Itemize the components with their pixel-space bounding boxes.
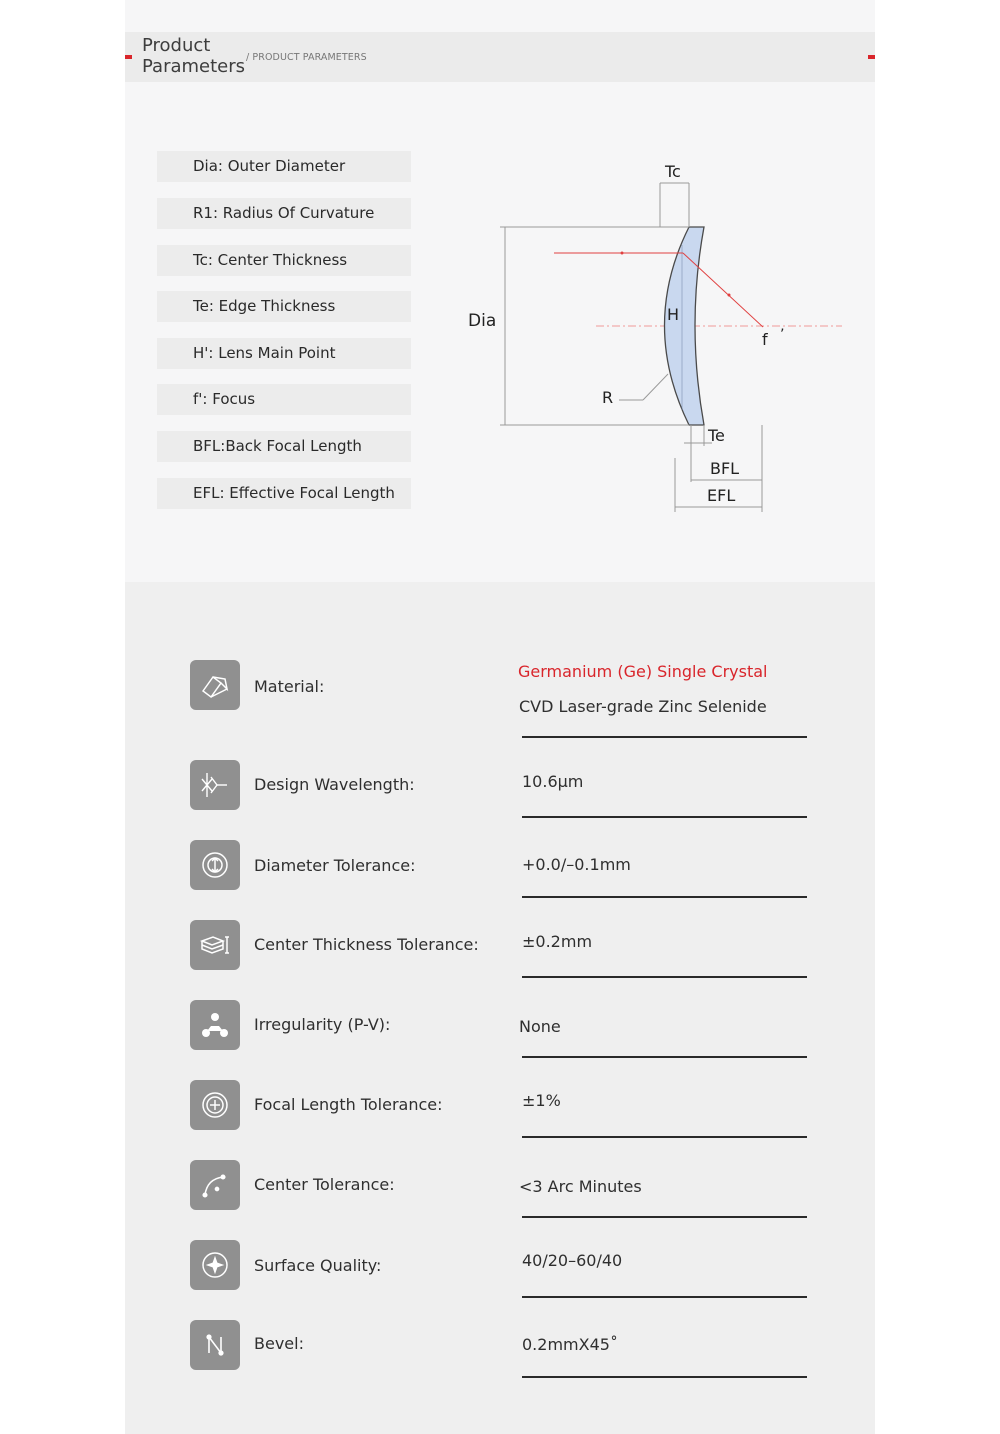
spec-divider bbox=[522, 976, 807, 978]
legend-item-r1: R1: Radius Of Curvature bbox=[157, 198, 411, 229]
spec-divider bbox=[522, 1216, 807, 1218]
legend-item-efl: EFL: Effective Focal Length bbox=[157, 478, 411, 509]
lens-diagram bbox=[450, 150, 850, 530]
label-te: Te bbox=[708, 426, 725, 445]
legend-item-tc: Tc: Center Thickness bbox=[157, 245, 411, 276]
spec-label-material: Material: bbox=[254, 677, 325, 696]
spec-value-center: <3 Arc Minutes bbox=[519, 1177, 642, 1196]
spec-divider bbox=[522, 736, 807, 738]
material-icon bbox=[190, 660, 240, 710]
label-r: R bbox=[602, 388, 614, 407]
spec-value-bevel: 0.2mmX45˚ bbox=[522, 1335, 618, 1354]
spec-value-focal-length: ±1% bbox=[522, 1091, 561, 1110]
label-h: H bbox=[667, 305, 680, 324]
spec-divider bbox=[522, 896, 807, 898]
spec-divider bbox=[522, 1296, 807, 1298]
spec-label-surface: Surface Quality: bbox=[254, 1256, 382, 1275]
bevel-icon bbox=[190, 1320, 240, 1370]
spec-divider bbox=[522, 1056, 807, 1058]
spec-label-wavelength: Design Wavelength: bbox=[254, 775, 415, 794]
thickness-icon bbox=[190, 920, 240, 970]
label-efl: EFL bbox=[707, 486, 736, 505]
spec-divider bbox=[522, 816, 807, 818]
label-f-prime: ’ bbox=[780, 327, 785, 343]
diameter-icon bbox=[190, 840, 240, 890]
spec-label-thickness: Center Thickness Tolerance: bbox=[254, 935, 479, 954]
wavelength-icon bbox=[190, 760, 240, 810]
spec-label-bevel: Bevel: bbox=[254, 1334, 304, 1353]
legend-item-bfl: BFL:Back Focal Length bbox=[157, 431, 411, 462]
label-f: f bbox=[762, 330, 768, 349]
header-accent-right bbox=[868, 55, 875, 59]
legend-item-h: H': Lens Main Point bbox=[157, 338, 411, 369]
surface-icon bbox=[190, 1240, 240, 1290]
legend-item-dia: Dia: Outer Diameter bbox=[157, 151, 411, 182]
spec-label-center: Center Tolerance: bbox=[254, 1175, 395, 1194]
spec-value-material: Germanium (Ge) Single Crystal bbox=[518, 662, 768, 681]
section-title-line2: Parameters bbox=[142, 56, 246, 77]
label-tc: Tc bbox=[665, 162, 681, 181]
section-title-line1: Product bbox=[142, 35, 211, 56]
spec-value-surface: 40/20–60/40 bbox=[522, 1251, 623, 1270]
spec-value-wavelength: 10.6μm bbox=[522, 772, 584, 791]
focal-length-icon bbox=[190, 1080, 240, 1130]
spec-value-thickness: ±0.2mm bbox=[522, 932, 593, 951]
irregularity-icon bbox=[190, 1000, 240, 1050]
spec-value-irregularity: None bbox=[519, 1017, 561, 1036]
label-dia: Dia bbox=[468, 311, 497, 331]
section-title bbox=[142, 35, 245, 77]
legend-item-te: Te: Edge Thickness bbox=[157, 291, 411, 322]
spec-value-diameter: +0.0/–0.1mm bbox=[522, 855, 631, 874]
section-subtitle: / PRODUCT PARAMETERS bbox=[246, 52, 367, 63]
spec-divider bbox=[522, 1136, 807, 1138]
spec-value-material-2: CVD Laser-grade Zinc Selenide bbox=[519, 697, 767, 716]
spec-divider bbox=[522, 1376, 807, 1378]
center-icon bbox=[190, 1160, 240, 1210]
header-accent-left bbox=[125, 55, 132, 59]
label-bfl: BFL bbox=[710, 459, 740, 478]
spec-label-focal-length: Focal Length Tolerance: bbox=[254, 1095, 443, 1114]
spec-label-irregularity: Irregularity (P-V): bbox=[254, 1015, 391, 1034]
legend-item-f: f': Focus bbox=[157, 384, 411, 415]
spec-label-diameter: Diameter Tolerance: bbox=[254, 856, 416, 875]
